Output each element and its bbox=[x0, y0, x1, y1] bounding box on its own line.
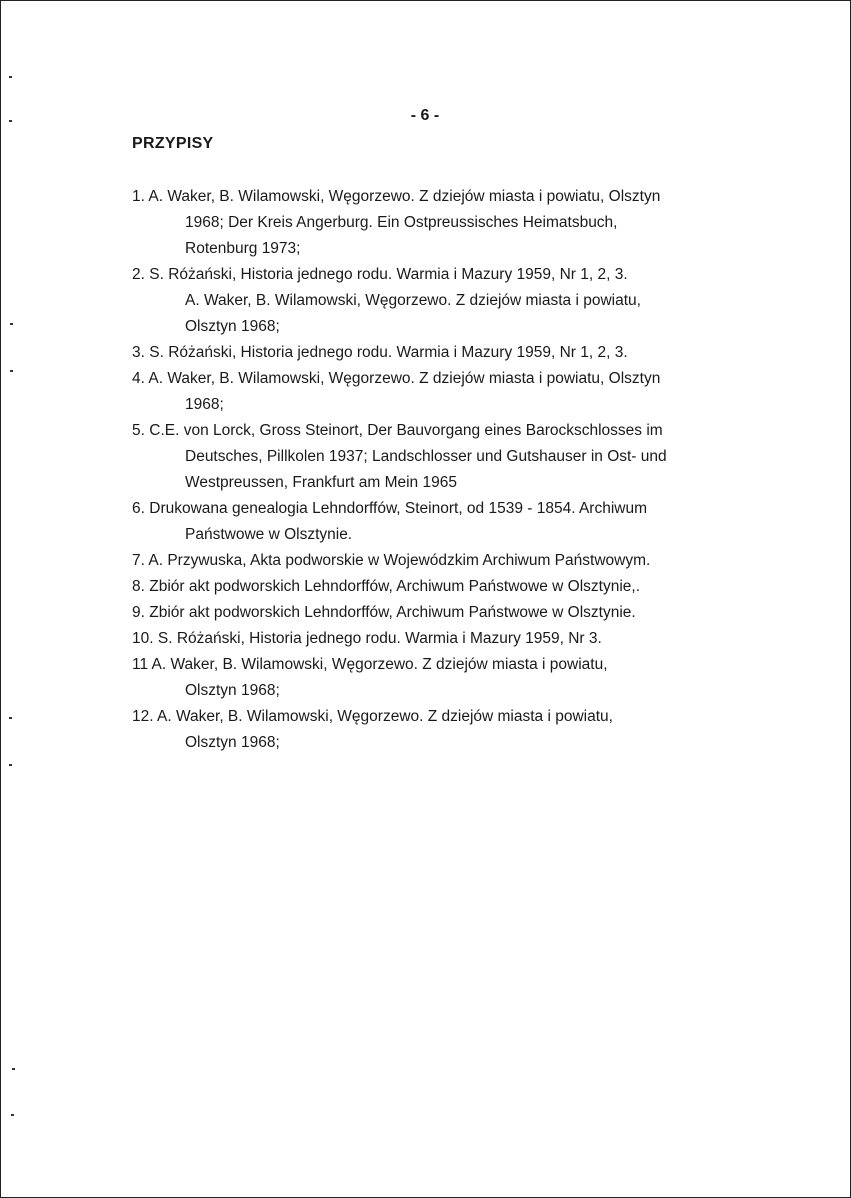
footnote-number: 10. bbox=[132, 630, 154, 647]
footnote-line: 1968; bbox=[185, 396, 224, 413]
footnote-line bbox=[132, 600, 732, 626]
footnote-text: S. Różański, Historia jednego rodu. Warmia i Mazury 1959, Nr 1, 2, 3. bbox=[149, 344, 628, 361]
footnote-item bbox=[132, 704, 732, 756]
footnote-line bbox=[132, 548, 732, 574]
footnote-text: A. Waker, B. Wilamowski, Węgorzewo. Z dziejów miasta i powiatu, Olsztyn bbox=[148, 188, 661, 205]
footnote-text: Drukowana genealogia Lehndorffów, Steinort, od 1539 - 1854. Archiwum bbox=[149, 500, 648, 517]
footnote-line bbox=[132, 340, 732, 366]
footnote-line: Olsztyn 1968; bbox=[185, 682, 280, 699]
footnote-line: Rotenburg 1973; bbox=[185, 240, 301, 257]
footnote-text: A. Waker, B. Wilamowski, Węgorzewo. Z dziejów miasta i powiatu, bbox=[157, 708, 613, 725]
footnote-item bbox=[132, 626, 732, 652]
footnote-line bbox=[132, 496, 732, 522]
scan-speck bbox=[9, 76, 12, 78]
scan-speck bbox=[12, 1068, 15, 1070]
footnote-line bbox=[132, 626, 732, 652]
footnote-line bbox=[132, 652, 732, 678]
footnote-item bbox=[132, 496, 732, 548]
scan-speck bbox=[9, 120, 12, 122]
footnote-item bbox=[132, 652, 732, 704]
page-number: - 6 - bbox=[410, 107, 440, 124]
footnote-item bbox=[132, 574, 732, 600]
footnote-text: Zbiór akt podworskich Lehndorffów, Archiwum Państwowe w Olsztynie. bbox=[149, 604, 636, 621]
footnote-item bbox=[132, 548, 732, 574]
footnote-item bbox=[132, 366, 732, 418]
scan-speck bbox=[9, 717, 12, 719]
footnote-line bbox=[132, 704, 732, 730]
footnote-number: 1. bbox=[132, 188, 145, 205]
scan-speck bbox=[10, 323, 13, 325]
footnotes-list bbox=[132, 184, 732, 756]
scan-speck bbox=[9, 764, 12, 766]
footnote-number: 4. bbox=[132, 370, 145, 387]
footnote-text: C.E. von Lorck, Gross Steinort, Der Bauvorgang eines Barockschlosses im bbox=[149, 422, 663, 439]
footnote-text: S. Różański, Historia jednego rodu. Warmia i Mazury 1959, Nr 3. bbox=[157, 630, 602, 647]
footnote-line: Olsztyn 1968; bbox=[185, 318, 280, 335]
footnote-line bbox=[132, 184, 732, 210]
footnote-number: 12. bbox=[132, 708, 154, 725]
footnote-line bbox=[132, 366, 732, 392]
footnote-number: 6. bbox=[132, 500, 145, 517]
footnote-line bbox=[132, 574, 732, 600]
footnote-item bbox=[132, 262, 732, 340]
footnote-item bbox=[132, 184, 732, 262]
footnote-line: Olsztyn 1968; bbox=[185, 734, 280, 751]
footnote-number: 3. bbox=[132, 344, 145, 361]
footnote-text: Zbiór akt podworskich Lehndorffów, Archiwum Państwowe w Olsztynie,. bbox=[149, 578, 641, 595]
footnote-line bbox=[132, 418, 732, 444]
footnote-number: 2. bbox=[132, 266, 145, 283]
footnote-text: A. Waker, B. Wilamowski, Węgorzewo. Z dziejów miasta i powiatu, bbox=[151, 656, 608, 673]
footnote-line: 1968; Der Kreis Angerburg. Ein Ostpreussisches Heimatsbuch, bbox=[185, 214, 618, 231]
footnote-number: 9. bbox=[132, 604, 145, 621]
section-heading: PRZYPISY bbox=[132, 135, 214, 152]
footnote-line: A. Waker, B. Wilamowski, Węgorzewo. Z dziejów miasta i powiatu, bbox=[185, 292, 641, 309]
footnote-text: S. Różański, Historia jednego rodu. Warmia i Mazury 1959, Nr 1, 2, 3. bbox=[149, 266, 628, 283]
footnote-number: 11 bbox=[132, 656, 149, 673]
footnote-text: A. Waker, B. Wilamowski, Węgorzewo. Z dziejów miasta i powiatu, Olsztyn bbox=[148, 370, 661, 387]
footnote-item bbox=[132, 418, 732, 496]
footnote-line bbox=[132, 262, 732, 288]
footnote-line: Westpreussen, Frankfurt am Mein 1965 bbox=[185, 474, 457, 491]
scan-speck bbox=[10, 370, 13, 372]
footnote-number: 5. bbox=[132, 422, 145, 439]
scan-speck bbox=[11, 1114, 14, 1116]
footnote-item bbox=[132, 600, 732, 626]
footnote-item bbox=[132, 340, 732, 366]
footnote-text: A. Przywuska, Akta podworskie w Wojewódzkim Archiwum Państwowym. bbox=[148, 552, 651, 569]
footnote-number: 8. bbox=[132, 578, 145, 595]
footnote-number: 7. bbox=[132, 552, 145, 569]
footnote-line: Deutsches, Pillkolen 1937; Landschlosser und Gutshauser in Ost- und bbox=[185, 448, 667, 465]
footnote-line: Państwowe w Olsztynie. bbox=[185, 526, 353, 543]
